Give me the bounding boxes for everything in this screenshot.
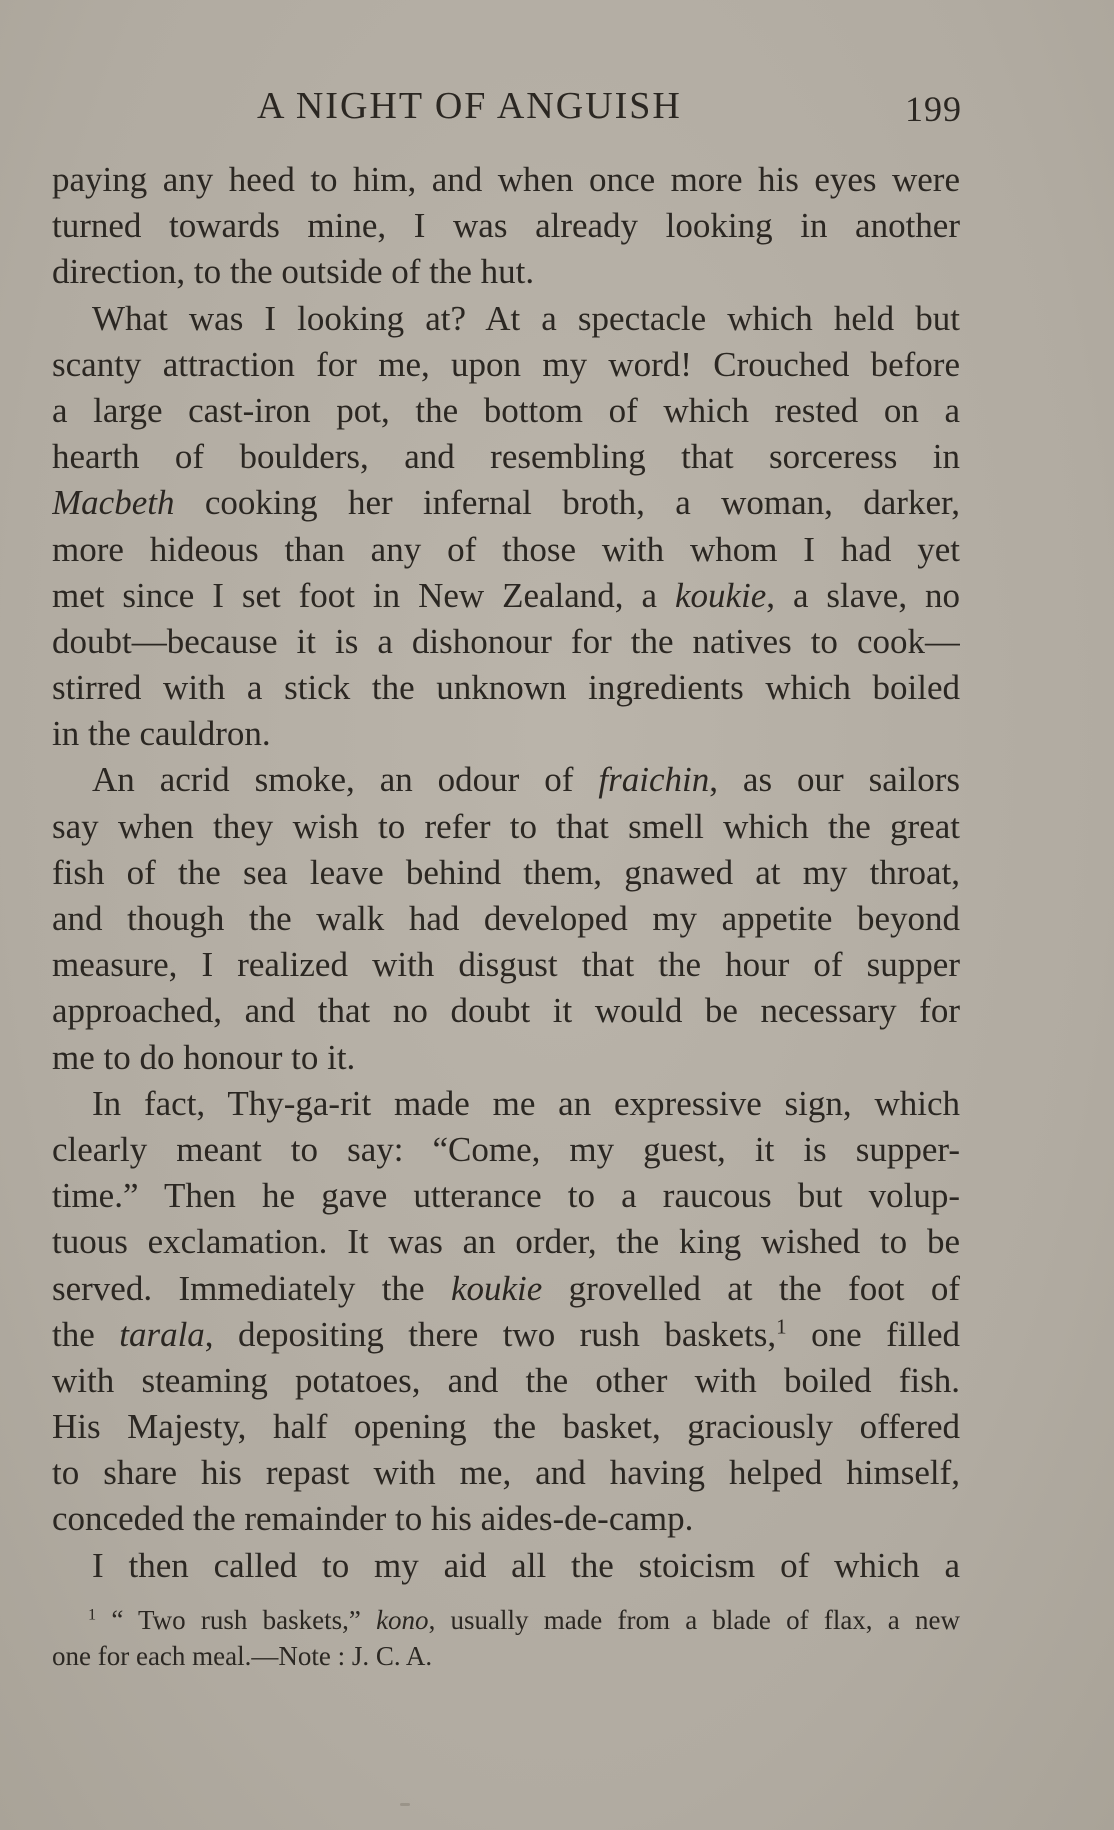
footnote-line: $^1$ “ Two rush baskets,” kono, usually made from a blade of flax, a new [88, 1605, 960, 1635]
text-line: clearly meant to say: “Come, my guest, it is supper- [52, 1129, 960, 1169]
text-line: doubt—because it is a dishonour for the natives to cook— [52, 621, 960, 661]
text-line: more hideous than any of those with whom I had yet [52, 529, 960, 569]
page-number: 199 [905, 89, 962, 129]
text-line: turned towards mine, I was already looking in another [52, 206, 960, 246]
text-line: conceded the remainder to his aides-de-camp. [52, 1499, 694, 1539]
text-line: Macbeth cooking her infernal broth, a woman, darker, [52, 483, 960, 523]
paper-speck [400, 1803, 410, 1806]
running-title: A NIGHT OF ANGUISH [257, 85, 682, 127]
italic-term-koukie: koukie [674, 575, 767, 615]
footnote-reference: 1 [776, 1314, 787, 1339]
text-line: tuous exclamation. It was an order, the king wished to be [52, 1222, 960, 1262]
text-line: direction, to the outside of the hut. [52, 252, 535, 292]
italic-term-kono: kono [376, 1605, 429, 1635]
text-line: What was I looking at? At a spectacle which held but [92, 298, 960, 338]
text-line: say when they wish to refer to that smell which the great [52, 806, 960, 846]
text-line: in the cauldron. [52, 714, 271, 754]
text-line: and though the walk had developed my appetite beyond [52, 899, 960, 938]
text-line: met since I set foot in New Zealand, a koukie, a slave, no [52, 575, 960, 615]
text-line: approached, and that no doubt it would be necessary for [52, 991, 960, 1031]
running-head [52, 84, 962, 136]
text-line: An acrid smoke, an odour of fraichin, as our sailors [92, 760, 960, 800]
text-line: I then called to my aid all the stoicism of which a [92, 1545, 960, 1585]
text-line: a large cast-iron pot, the bottom of which rested on a [52, 390, 960, 430]
text-line: hearth of boulders, and resembling that sorceress in [52, 437, 960, 477]
text-line: measure, I realized with disgust that the hour of supper [52, 945, 960, 985]
text-line: stirred with a stick the unknown ingredients which boiled [52, 668, 960, 708]
text-line: the tarala, depositing there two rush baskets,$^1$ one filled [52, 1314, 960, 1354]
footnotes [52, 1602, 960, 1674]
italic-term-koukie: koukie [450, 1268, 543, 1308]
footnote-marker: 1 [88, 1605, 97, 1624]
body-text [52, 157, 960, 1589]
text-line: with steaming potatoes, and the other with boiled fish. [52, 1360, 960, 1400]
text-line: scanty attraction for me, upon my word! Crouched before [52, 344, 960, 384]
text-line: me to do honour to it. [52, 1037, 356, 1077]
text-line: served. Immediately the koukie grovelled at the foot of [52, 1268, 960, 1308]
footnote-line: one for each meal.—Note : J. C. A. [52, 1641, 433, 1671]
text-line: to share his repast with me, and having helped himself, [52, 1453, 960, 1493]
text-line: time.” Then he gave utterance to a raucous but volup- [52, 1176, 960, 1216]
text-line: paying any heed to him, and when once more his eyes were [52, 160, 960, 199]
italic-term-fraichin: fraichin [598, 760, 710, 800]
italic-title-macbeth: Macbeth [52, 483, 175, 523]
text-line: fish of the sea leave behind them, gnawed at my throat, [52, 852, 960, 892]
text-line: His Majesty, half opening the basket, graciously offered [52, 1407, 960, 1447]
text-line: In fact, Thy-ga-rit made me an expressive sign, which [92, 1083, 960, 1123]
italic-term-tarala: tarala [119, 1314, 205, 1354]
